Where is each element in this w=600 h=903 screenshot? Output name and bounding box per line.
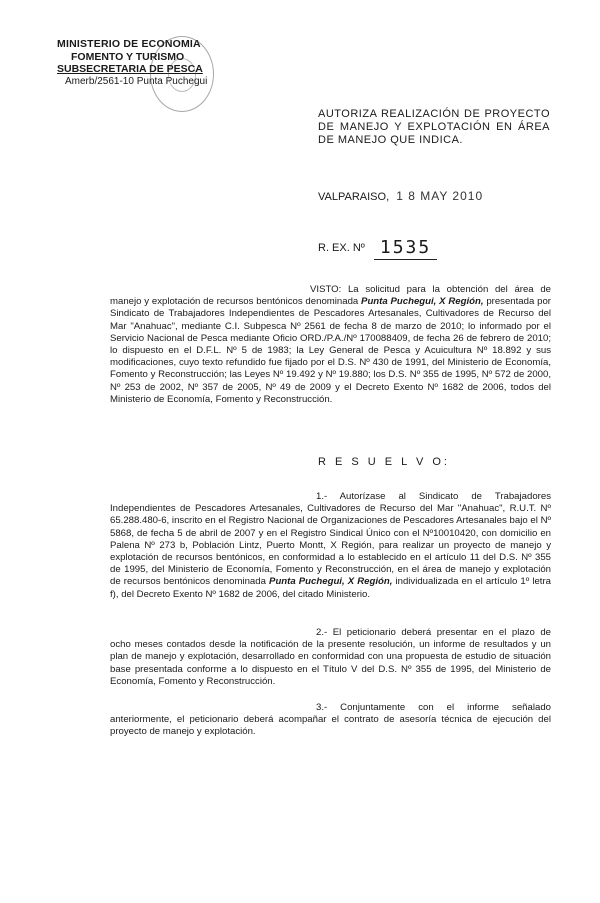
article-3 [110,702,551,739]
reference-code: Amerb/2561-10 Punta Puchegui [65,75,208,87]
visto-text-b: presentada por Sindicato de Trabajadores Independientes de Pescadores Artesanales, Cultivadores de Recurso del Mar "Anahuac", mediante C.I. Subpesca Nº 2561 de fecha 8 de marzo de 2010; lo informado por el Servicio Nacional de Pesca mediante Oficio ORD./P.A./Nº 170088409, de fecha 26 de febrero de 2010; lo dispuesto en el D.F.L. Nº 5 de 1983; la Ley General de Pesca y Acuicultura Nº 18.892 y sus modificaciones, cuyo texto refundido fue fijado por el D.S. Nº 430 de 1991, del Ministerio de Economía, Fomento y Reconstrucción; las Leyes Nº 19.492 y Nº 19.880; los D.S. Nº 355 de 1995, Nº 572 de 2000, Nº 253 de 2002, Nº 357 de 2005, Nº 49 de 2009 y el Decreto Exento Nº 1682 de 2006, todos del Ministerio de Economía, Fomento y Reconstrucción. [110,296,551,405]
article-1-area-name: Punta Puchegui, X Región, [269,576,393,588]
undersecretariat-name: SUBSECRETARIA DE PESCA [57,63,203,75]
visto-area-name: Punta Puchegui, X Región, [361,296,484,308]
resolution-number-value: 1535 [374,237,437,260]
ministry-name: MINISTERIO DE ECONOMIA [57,38,201,50]
article-1-tail: individualizada en el artículo 1º letra f), del Decreto Exento Nº 1682 de 2006, del citado Ministerio. [110,576,551,600]
place-date [318,189,483,203]
official-seal-emblem [168,58,196,92]
article-2-text: 2.- El peticionario deberá presentar en el plazo de ocho meses contados desde la notificación de la presente resolución, un informe de resultados y un plan de manejo y explotación, desarrollado en conformidad con una propuesta de estudio de situación base presentada conforme a lo dispuesto en el Título V del D.S. Nº 355 de 1995, del Ministerio de Economía, Fomento y Reconstrucción. [110,627,551,687]
date-stamp: 1 8 MAY 2010 [396,189,484,203]
ministry-subname: FOMENTO Y TURISMO [71,50,185,63]
article-1 [110,491,551,601]
article-1-text: 1.- Autorízase al Sindicato de Trabajadores Independientes de Pescadores Artesanales, Cultivadores de Recurso del Mar "Anahuac", R.U.T. Nº 65.288.480-6, inscrito en el Registro Nacional de Organizaciones de Pescadores Artesanales bajo el Nº 5868, de fecha 5 de abril de 2007 y en el Registro Sindical Único con el Nº10010420, con domicilio en Palena Nº 273 b, Población Lintz, Puerto Montt, X Región, para realizar un proyecto de manejo y explotación de recursos bentónicos, en conformidad a lo establecido en el artículo 11 del D.S. Nº 355 de 1995, del Ministerio de Economía, Fomento y Reconstrucción, en el área de manejo y explotación de recursos bentónicos denominada [110,491,551,588]
visto-text-a: La solicitud para la obtención del área de manejo y explotación de recursos bentónicos denominada [110,284,551,308]
resolution-label: R. EX. Nº [318,242,365,254]
city-label: VALPARAISO, [318,191,390,203]
article-2 [110,627,551,688]
visto-lead: VISTO: [310,284,342,295]
resolution-number [318,235,437,256]
visto-paragraph [110,284,551,406]
subject-heading: AUTORIZA REALIZACIÓN DE PROYECTO DE MANEJO Y EXPLOTACIÓN EN ÁREA DE MANEJO QUE INDICA. [318,108,550,146]
article-3-text: 3.- Conjuntamente con el informe señalado anteriormente, el peticionario deberá acompañar el contrato de asesoría técnica de ejecución del proyecto de manejo y explotación. [110,702,551,738]
resuelvo-heading: R E S U E L V O: [318,456,450,468]
